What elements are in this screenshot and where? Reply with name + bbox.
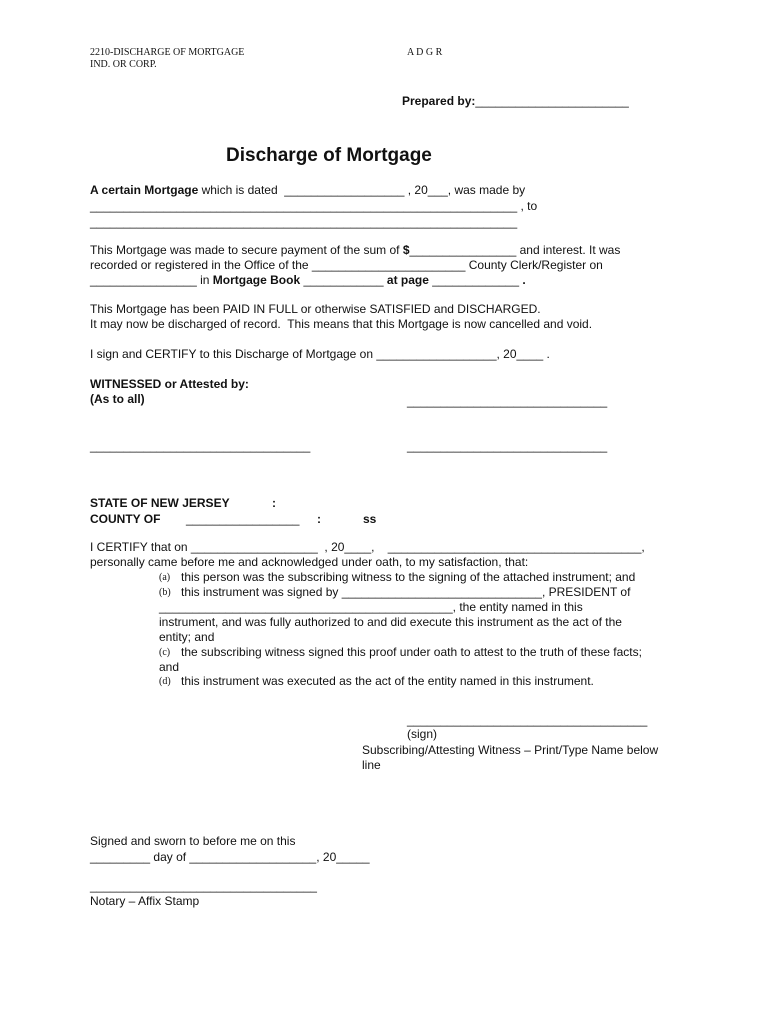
dollar-sign: $ [402, 243, 410, 257]
discharged-line: It may now be discharged of record. This means that this Mortgage is now cancelled and void. [90, 317, 593, 331]
witness-signature-line-2: ______________________________ [407, 439, 608, 453]
item-b-line4: entity; and [159, 630, 215, 644]
mortgage-dated-line [90, 183, 525, 198]
as-to-all-label: (As to all) [90, 392, 145, 406]
sign-certify-line: I sign and CERTIFY to this Discharge of Mortgage on __________________, 20____ . [90, 347, 550, 361]
certify-line: I CERTIFY that on ___________________ , 20____, ______________________________________, [90, 540, 645, 554]
subscribing-signature-line: ____________________________________ [407, 713, 648, 727]
mortgage-book-line [90, 273, 526, 288]
prepared-by [402, 94, 629, 109]
witnessed-label: WITNESSED or Attested by: [90, 377, 249, 391]
notary-stamp-label: Notary – Affix Stamp [90, 894, 200, 908]
state-colon: : [272, 496, 276, 510]
payment-line [90, 243, 620, 258]
subscribing-caption-line2: line [362, 758, 381, 772]
at-page-label: at page [386, 273, 429, 287]
payment-blank-text: ________________ and interest. It was [409, 243, 621, 257]
form-code-line2: IND. OR CORP. [90, 59, 157, 70]
to-blank-line: ________________________________________________________________ [90, 215, 518, 229]
witness-signature-line-left: _________________________________ [90, 439, 311, 453]
prepared-by-label: Prepared by: [402, 94, 476, 108]
item-b-marker: (b) [159, 587, 171, 598]
subscribing-caption-line1: Subscribing/Attesting Witness – Print/Type Name below [362, 743, 659, 757]
dated-text: which is dated __________________ , 20___, was made by [198, 183, 526, 197]
page-blank: _____________ [428, 273, 523, 287]
publisher-mark: A D G R [407, 47, 443, 58]
county-blank: _________________ [186, 512, 300, 526]
document-title: Discharge of Mortgage [226, 145, 432, 166]
made-by-blank-line: ________________________________________________________________ , to [90, 199, 538, 213]
witness-signature-line-1: ______________________________ [407, 394, 608, 408]
sign-label: (sign) [407, 727, 438, 741]
county-colon: : [317, 512, 321, 526]
payment-text: This Mortgage was made to secure payment of the sum of [90, 243, 403, 257]
item-c-text: the subscribing witness signed this proof under oath to attest to the truth of these facts; [181, 645, 642, 659]
item-b-line3: instrument, and was fully authorized to and did execute this instrument as the act of the [159, 615, 622, 629]
paid-in-full-line: This Mortgage has been PAID IN FULL or otherwise SATISFIED and DISCHARGED. [90, 302, 541, 316]
item-c-marker: (c) [159, 647, 171, 658]
item-a-text: this person was the subscribing witness to the signing of the attached instrument; and [181, 570, 636, 584]
form-code-line1: 2210-DISCHARGE OF MORTGAGE [90, 47, 245, 58]
personally-came-line: personally came before me and acknowledged under oath, to my satisfaction, that: [90, 555, 529, 569]
item-b-line2: ____________________________________________, the entity named in this [159, 600, 583, 614]
item-d-marker: (d) [159, 676, 171, 687]
item-d-text: this instrument was executed as the act of the entity named in this instrument. [181, 674, 594, 688]
county-label: COUNTY OF [90, 512, 161, 526]
item-b-text: this instrument was signed by ______________________________, PRESIDENT of [181, 585, 631, 599]
period: . [522, 273, 526, 287]
notary-signature-line: __________________________________ [90, 879, 317, 893]
item-c-line2: and [159, 660, 180, 674]
certain-mortgage-label: A certain Mortgage [90, 183, 199, 197]
book-blank: ________________ in [90, 273, 213, 287]
recorded-line: recorded or registered in the Office of the _______________________ County Clerk/Register on [90, 258, 603, 272]
day-of-line: _________ day of ___________________, 20_____ [90, 850, 370, 864]
state-label: STATE OF NEW JERSEY [90, 496, 230, 510]
prepared-by-blank: _______________________ [475, 94, 629, 108]
ss-label: ss [363, 512, 377, 526]
item-a-marker: (a) [159, 572, 171, 583]
signed-sworn-line: Signed and sworn to before me on this [90, 834, 296, 848]
mortgage-book-label: Mortgage Book [212, 273, 301, 287]
book-number-blank: ____________ [300, 273, 387, 287]
